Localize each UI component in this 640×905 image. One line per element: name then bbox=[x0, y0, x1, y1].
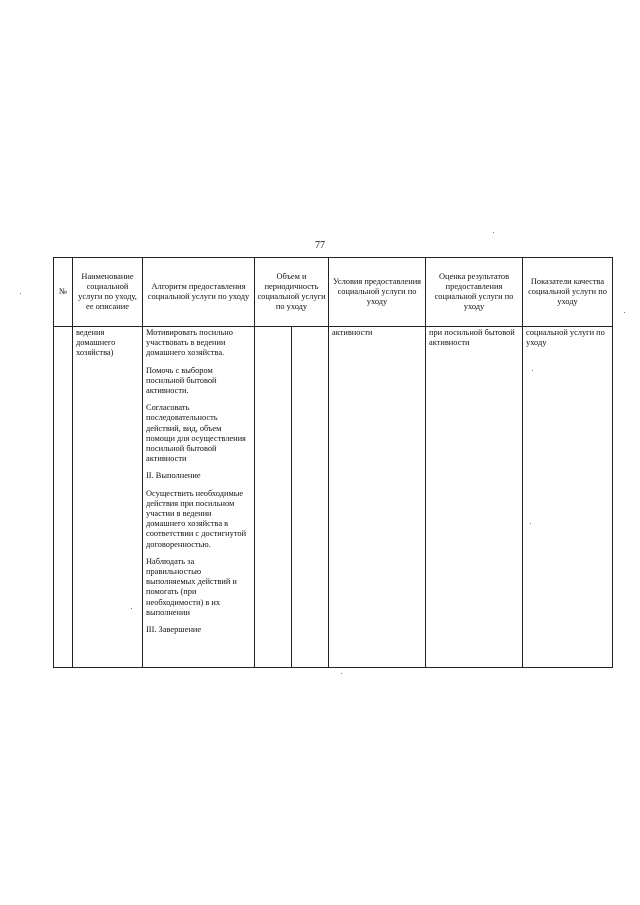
algorithm-step: Помочь с выбором посильной бытовой активности. bbox=[146, 365, 217, 396]
scan-speck bbox=[20, 293, 21, 294]
algorithm-step: Наблюдать за правильностью выполняемых действий и помогать (при необходимости) в их выполнении bbox=[146, 556, 237, 617]
header-conditions: Условия предоставления социальной услуги по уходу bbox=[329, 258, 426, 327]
scan-speck bbox=[341, 673, 342, 674]
scan-speck bbox=[530, 523, 531, 524]
header-volume: Объем и периодичность социальной услуги по уходу bbox=[255, 258, 329, 327]
table-row bbox=[54, 327, 613, 668]
header-algorithm: Алгоритм предоставления социальной услуги по уходу bbox=[143, 258, 255, 327]
scan-speck bbox=[624, 312, 625, 313]
algorithm-stage: II. Выполнение bbox=[146, 471, 201, 481]
scan-speck bbox=[131, 608, 132, 609]
algorithm-stage: III. Завершение bbox=[146, 625, 202, 635]
page-number: 77 bbox=[315, 240, 325, 251]
volume-sub-divider bbox=[291, 327, 292, 667]
cell-quality: социальной услуги по уходу bbox=[523, 327, 613, 668]
header-evaluation: Оценка результатов предоставления социальной услуги по уходу bbox=[426, 258, 523, 327]
service-table bbox=[53, 257, 613, 668]
cell-algorithm bbox=[143, 327, 255, 668]
header-number: № bbox=[54, 258, 73, 327]
cell-number bbox=[54, 327, 73, 668]
cell-volume bbox=[255, 327, 329, 668]
cell-service-name: ведения домашнего хозяйства) bbox=[73, 327, 143, 668]
scan-speck bbox=[532, 370, 533, 371]
algorithm-step: Мотивировать посильно участвовать в ведении домашнего хозяйства. bbox=[146, 328, 233, 358]
algorithm-step: Осуществить необходимые действия при посильном участии в ведении домашнего хозяйства в соответствии с достигнутой договоренностью. bbox=[146, 488, 247, 549]
header-service-name: Наименование социальной услуги по уходу, ее описание bbox=[73, 258, 143, 327]
cell-evaluation: при посильной бытовой активности bbox=[426, 327, 523, 668]
cell-conditions: активности bbox=[329, 327, 426, 668]
header-row bbox=[54, 258, 613, 327]
header-quality: Показатели качества социальной услуги по уходу bbox=[523, 258, 613, 327]
scan-speck bbox=[493, 232, 494, 233]
algorithm-step: Согласовать последовательность действий, вид, объем помощи для осуществления посильной бытовой активности bbox=[146, 403, 246, 464]
